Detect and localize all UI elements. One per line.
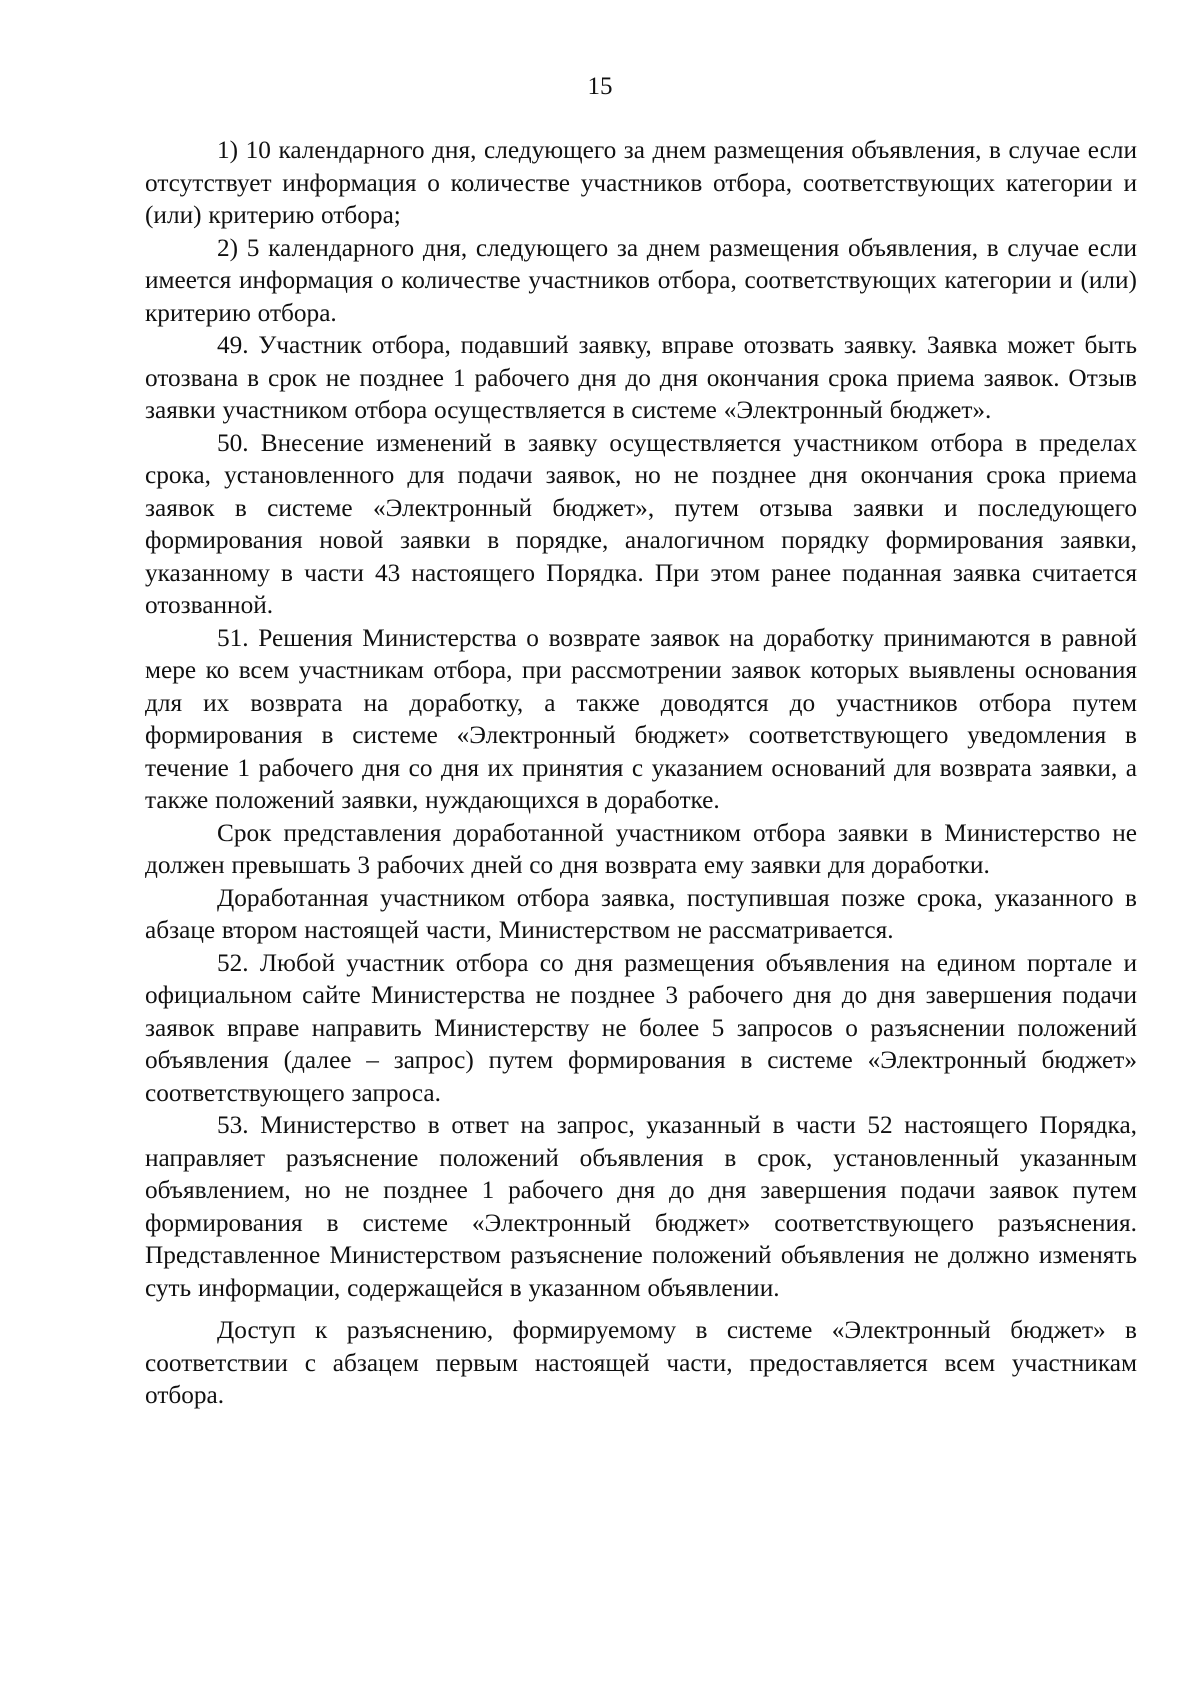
paragraph-53: 53. Министерство в ответ на запрос, указанный в части 52 настоящего Порядка, направляет разъяснение положений объявления в срок, установленный указанным объявлением, но не позднее 1 рабочего дня до дня завершения подачи заявок путем формирования в системе «Электронный бюджет» соответствующего разъяснения. Представленное Министерством разъяснение положений объявления не должно изменять суть информации, содержащейся в указанном объявлении. (145, 1111, 1137, 1302)
paragraph-51-late-submission: Доработанная участником отбора заявка, поступившая позже срока, указанного в абзаце втором настоящей части, Министерством не рассматривается. (145, 883, 1137, 944)
document-body (145, 134, 1137, 1412)
paragraph-item-1: 1) 10 календарного дня, следующего за днем размещения объявления, в случае если отсутствует информация о количестве участников отбора, соответствующих категории и (или) критерию отбора; (145, 136, 1137, 229)
paragraph-52: 52. Любой участник отбора со дня размещения объявления на едином портале и официальном сайте Министерства не позднее 3 рабочего дня до дня завершения подачи заявок вправе направить Министерству не более 5 запросов о разъяснении положений объявления (далее – запрос) путем формирования в системе «Электронный бюджет» соответствующего запроса. (145, 948, 1137, 1107)
paragraph-51: 51. Решения Министерства о возврате заявок на доработку принимаются в равной мере ко всем участникам отбора, при рассмотрении заявок которых выявлены основания для их возврата на доработку, а также доводятся до участников отбора путем формирования в системе «Электронный бюджет» соответствующего уведомления в течение 1 рабочего дня со дня их принятия с указанием оснований для возврата заявки, а также положений заявки, нуждающихся в доработке. (145, 623, 1137, 814)
paragraph-item-2: 2) 5 календарного дня, следующего за днем размещения объявления, в случае если имеется информация о количестве участников отбора, соответствующих категории и (или) критерию отбора. (145, 233, 1137, 327)
paragraph-51-deadline: Срок представления доработанной участником отбора заявки в Министерство не должен превышать 3 рабочих дней со дня возврата ему заявки для доработки. (145, 818, 1137, 879)
paragraph-50: 50. Внесение изменений в заявку осуществляется участником отбора в пределах срока, установленного для подачи заявок, но не позднее дня окончания срока приема заявок в системе «Электронный бюджет», путем отзыва заявки и последующего формирования новой заявки в порядке, аналогичном порядку формирования заявки, указанному в части 43 настоящего Порядка. При этом ранее поданная заявка считается отозванной. (145, 428, 1137, 619)
paragraph-53-access: Доступ к разъяснению, формируемому в системе «Электронный бюджет» в соответствии с абзацем первым настоящей части, предоставляется всем участникам отбора. (145, 1316, 1137, 1409)
paragraph-49: 49. Участник отбора, подавший заявку, вправе отозвать заявку. Заявка может быть отозвана в срок не позднее 1 рабочего дня до дня окончания срока приема заявок. Отзыв заявки участником отбора осуществляется в системе «Электронный бюджет». (145, 331, 1137, 424)
page-number: 15 (587, 73, 613, 100)
